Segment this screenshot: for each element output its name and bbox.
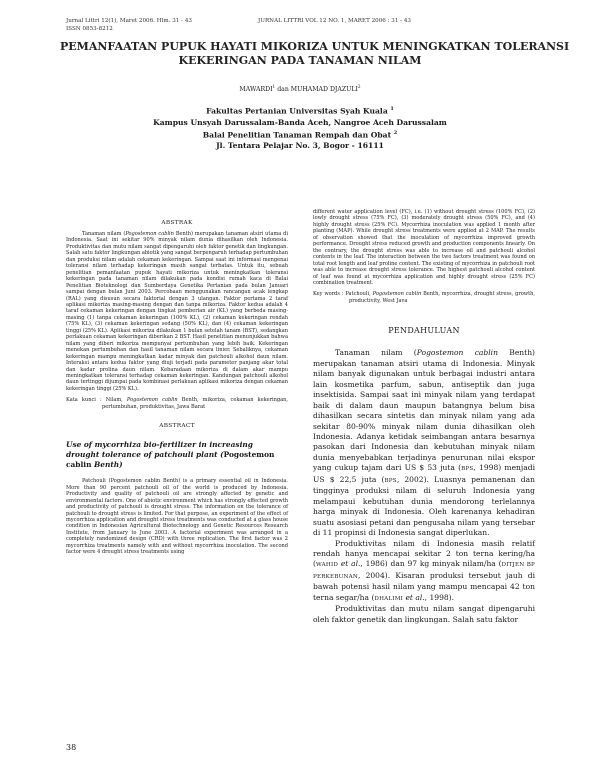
- affiliation-3-superscript: 2: [393, 129, 398, 136]
- abstrak-keywords-b: Benth, mikoriza, cekaman kekeringan, pertumbuhan, produktivitas, Jawa Barat: [102, 397, 288, 410]
- author-1: MAWARDI: [239, 86, 273, 94]
- left-column: [66, 215, 288, 556]
- abstrak-text-a: Tanaman nilam (: [82, 231, 126, 237]
- abstract-title-a: Use of mycorrhiza bio-fertilizer in increasing drought tolerance of patchouli plant (: [66, 440, 253, 460]
- citation-ditjen: DITJEN BP PERKEBUNAN: [313, 562, 536, 580]
- affiliation-line-4: Jl. Tentara Pelajar No. 3, Bogor - 16111: [216, 141, 384, 151]
- pendahuluan-body: [313, 348, 535, 625]
- citation-wahid: WAHID: [315, 562, 339, 569]
- abstract-keywords-a: Patchouli,: [343, 291, 373, 298]
- affiliation-line-2: Kampus Unsyah Darussalam-Banda Aceh, Nangroe Aceh Darussalam: [153, 117, 447, 127]
- affiliation-line-3: [60, 128, 540, 141]
- abstract-keywords-label: Key words :: [313, 291, 344, 298]
- abstract-body-continued: [313, 209, 535, 286]
- abstract-keywords-b: Benth, mycorrhiza, drought stress, growth, productivity, West Java: [349, 291, 535, 304]
- author-2: MUHAMAD DJAZULI: [290, 86, 358, 94]
- journal-citation-right: JURNAL LITTRI VOL 12 NO. 1, MARET 2006 : 31 - 43: [258, 18, 411, 24]
- pend-p1-a: Tanaman nilam (: [335, 348, 417, 358]
- abstract-paragraph-2: different water application level (FC), i.e. (1) without drought stress (100% FC), (2) lowly drought stress (75% FC), (3) moderately drought stress (50% FC), and (4) highly drought stress (25% FC). Mycorrhiza inoculation was applied 1 month after planting (MAP). While drought stress treatments were applied at 2 MAP. The results of observation showed that the inoculation of mycorrhiza improved growth performance. Drought stress reduced growth and production components linearly. On the contrary, the drought stress was able to increase oil and patchouli alcohol contents in the leaf. The interaction between the two factors treatment was found on total root length and leaf proline content. The existing of mycorrhiza in patchouli root was able to increase drought stress tolerance. The highest patchouli alcohol content of leaf was found at mycorrhiza application and highly drought stress (25% FC) combination treatment.: [313, 209, 535, 286]
- abstrak-keywords: [66, 397, 288, 410]
- affiliation-1-superscript: 1: [390, 106, 394, 112]
- pend-p1-b: Benth) merupakan tanaman atsiri utama di Indonesia. Minyak nilam banyak digunakan untuk berbagai industri antara lain kosmetika parfum, sabun, antiseptik dan juga insektisida. Sampai saat ini minyak nilam yang terdapat baik di dalam daun maupun batangnya belum bisa dihasilkan secara sintetis dan minyak nilam yang ada sekitar 80-90% minyak nilam dunia dihasilkan oleh Indonesia. Adanya ketidak seimbangan antara besarnya pasokan dari Indonesia dan kebutuhan minyak nilam dunia menyebabkan terjadinya penurunan nilai ekspor yang cukup tajam dari US $ 53 juta (: [313, 348, 535, 473]
- abstrak-keywords-label: Kata kunci :: [66, 397, 102, 404]
- abstrak-species: Pogostemon cablin: [125, 231, 174, 237]
- affiliation-line-1: [60, 104, 540, 117]
- abstract-body: [66, 478, 288, 555]
- abstract-title: [66, 440, 288, 470]
- abstrak-paragraph: [66, 231, 288, 392]
- pend-p2-b: , 1986) dan 97 kg minyak nilam/ha (: [360, 559, 502, 569]
- right-column: [313, 209, 536, 625]
- abstract-title-b: Benth): [91, 460, 123, 470]
- abstrak-body: [66, 231, 288, 392]
- abstrak-keywords-species: Pogostemon cablin: [126, 397, 178, 404]
- paper-title: [60, 40, 570, 68]
- abstract-keywords: [313, 291, 535, 304]
- citation-bps-1998: BPS: [461, 466, 474, 473]
- abstrak-text-b: Benth) merupakan tanaman atsiri utama di Indonesia. Saat ini sekitar 90% minyak nilam dunia dihasilkan oleh Indonesia. Produktivitas dan mutu nilam sangat dipengaruhi oleh faktor genetik dan lingkungan. Salah satu faktor lingkungan abiotik yang sangat berpengaruh terhadap pertumbuhan dan produksi nilam adalah cekaman kekeringan. Sampai saat ini informasi mengenai toleransi nilam terhadap kekeringan masih sangat terbatas. Untuk itu, sebuah penelitian pemanfaatan pupuk hayati mikoriza untuk meningkatkan toleransi kekeringan pada tanaman nilam dilakukan pada kondisi rumah kaca di Balai Penelitian Bioteknologi dan Sumberdaya Genetika Pertanian pada bulan Januari sampai dengan bulan Juni 2003. Percobaan menggunakan rancangan acak lengkap (RAL) yang disusun secara faktorial dengan 3 ulangan. Faktor pertama 2 taraf aplikasi mikoriza masing-masing dengan dan tanpa mikoriza. Faktor kedua adalah 4 taraf cekaman kekeringan dengan tingkat pemberian air (KL) yang berbeda masing-masing (1) tanpa cekaman kekeringan (100% KL), (2) cekaman kekeringan rendah (75% KL), (3) cekaman kekeringan sedang (50% KL), dan (4) cekaman kekeringan tinggi (25% KL). Aplikasi mikoriza dilakukan 1 bulan setelah tanam (BST), sedangkan perlakuan cekaman kekeringan diberikan 2 BST. Hasil penelitian menunjukkan bahwa nilam yang diberi mikoriza mempunyai pertumbuhan yang lebih baik. Kekeringan menekan pertumbuhan dan hasil tanaman nilam secara linier. Sebaliknya, cekaman kekeringan mampu meningkatkan kadar minyak dan patchouli alkohol daun nilam. Interaksi antara kedua faktor yang diuji terjadi pada parameter panjang akar total dan kadar prolina daun nilam. Kebaradaan mikoriza di dalam akar mampu meningkatkan toleransi terhadap cekaman kekeringan. Kandungan patchouli alkohol daun tertinggi dijumpai pada kombinasi perlakuan aplikasi mikoriza dengan cekaman kekeringan tinggi (25% KL).: [66, 231, 288, 392]
- pend-p2-c: , 2004). Kisaran produksi tersebut jauh di bawah potensi hasil nilam yang mampu mencapai 42 ton terna segar/ha (: [313, 570, 535, 602]
- author-list: [60, 83, 540, 94]
- pend-p1-c: , 1998) menjadi US $ 22,5 juta (: [313, 463, 535, 484]
- citation-bps-2002: BPS: [384, 477, 397, 484]
- author-connector: dan: [277, 86, 289, 94]
- pend-p2-d: , 1998).: [424, 592, 455, 602]
- abstract-title-species: Pogostemon cablin: [66, 450, 275, 470]
- pendahuluan-heading: PENDAHULUAN: [388, 326, 460, 336]
- affiliation-university: Fakultas Pertanian Universitas Syah Kuala: [206, 106, 388, 116]
- journal-citation-left: Jurnal Littri 12(1), Maret 2006. Hlm. 31 - 43: [66, 18, 192, 24]
- pendahuluan-paragraph-3: Produktivitas dan mutu nilam sangat dipengaruhi oleh faktor genetik dan lingkungan. Salah satu faktor: [313, 604, 535, 624]
- abstract-paragraph-1: Patchouli (Pogostemon cablin Benth) is a primary essential oil in Indonesia. More than 90 percent patchouli oil of the world is produced by Indonesia. Productivity and quality of patchouli oil are strongly affected by genetic and environmental factors. One of abiotic environment which has strongly effected growth and productivity of patchouli is drought stress. The information on the tolerance of patchouli to drought stress is limited. For that purpose, an experiment of the effect of mycorrhiza application and drought stress treatments was conducted at a glass house condition in Indonesian Agricultural Biotechnology and Genetic Resources Research Institute, from January to June 2003. A factorial experiment was arranged in a completely randomized design (CRD) with three replication. The first factor was 2 mycorrhiza treatments namely with and without mycorrhiza inoculation. The second factor were 4 drought stress treatments using: [66, 478, 288, 556]
- abstrak-keywords-a: Nilam,: [101, 397, 127, 404]
- pend-p1-species: Pogostemon cablin: [416, 348, 498, 358]
- citation-dhalimi-etal: et al.: [403, 592, 425, 602]
- abstract-keywords-species: Pogostemon cablin: [372, 291, 422, 298]
- issn-label: ISSN 0853-8212: [66, 26, 113, 32]
- pend-p1-d: , 2002). Luasnya pemanenan dan tingginya produksi nilam di seluruh Indonesia yang melampaui kebutuhan dunia mendorong terlelannya harga minyak di Indonesia. Oleh karenanya kehadiran suatu asosiasi petani dan pengusaha nilam yang tersebar di 11 propinsi di Indonesia sangat diperlukan.: [313, 474, 535, 538]
- abstract-heading: ABSTRACT: [159, 423, 195, 430]
- pendahuluan-paragraph-2: [313, 539, 535, 605]
- pendahuluan-paragraph-1: [313, 348, 535, 538]
- author-2-superscript: 2: [357, 84, 361, 89]
- pend-p2-a: Produktivitas nilam di Indonesia masih relatif rendah hanya mencapai sekitar 2 ton terna kering/ha (: [313, 538, 535, 569]
- author-1-superscript: 1: [272, 84, 276, 89]
- paper-title-line-2: KEKERINGAN PADA TANAMAN NILAM: [178, 54, 422, 67]
- page-number: 38: [66, 743, 77, 752]
- affiliation-institute: Balai Penelitian Tanaman Rempah dan Obat: [202, 130, 392, 140]
- paper-title-line-1: PEMANFAATAN PUPUK HAYATI MIKORIZA UNTUK MENINGKATKAN TOLERANSI: [60, 40, 570, 53]
- citation-dhalimi: DHALIMI: [374, 595, 404, 602]
- affiliation-block: [60, 104, 540, 151]
- abstrak-heading: ABSTRAK: [161, 220, 193, 226]
- citation-wahid-etal: et al.: [338, 559, 361, 569]
